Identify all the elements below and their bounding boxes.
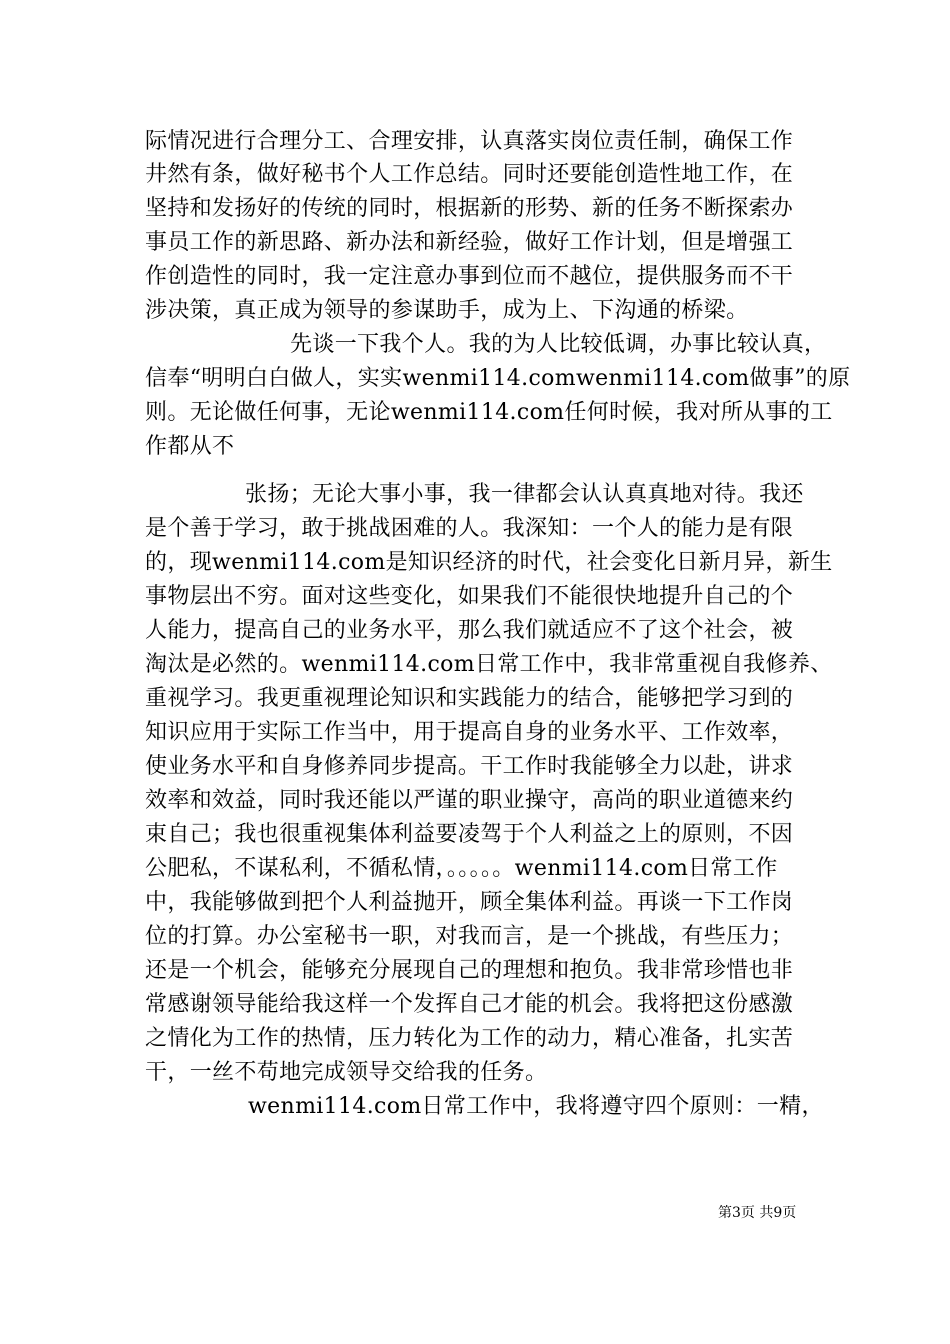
text-line: 井然有条，做好秘书个人工作总结。同时还要能创造性地工作，在 [145, 162, 794, 187]
text-line: 事员工作的新思路、新办法和新经验，做好工作计划，但是增强工 [145, 230, 794, 255]
paragraph-start-line: 先谈一下我个人。我的为人比较低调，办事比较认真， [290, 332, 827, 357]
text-line: 位的打算。办公室秘书一职，对我而言，是一个挑战，有些压力； [145, 924, 794, 949]
text-line: 信奉“明明白白做人，实实wenmi114.comwenmi114.com做事”的原 [145, 366, 851, 391]
text-line: 使业务水平和自身修养同步提高。干工作时我能够全力以赴，讲求 [145, 754, 794, 779]
text-line: 知识应用于实际工作当中，用于提高自身的业务水平、工作效率， [145, 720, 794, 745]
text-line: 效率和效益，同时我还能以严谨的职业操守，高尚的职业道德来约 [145, 788, 794, 813]
paragraph-start-line: wenmi114.com日常工作中，我将遵守四个原则：一精， [248, 1094, 824, 1119]
text-line: 人能力，提高自己的业务水平，那么我们就适应不了这个社会，被 [145, 618, 794, 643]
text-line: 坚持和发扬好的传统的同时，根据新的形势、新的任务不断探索办 [145, 196, 794, 221]
text-line: 还是一个机会，能够充分展现自己的理想和抱负。我非常珍惜也非 [145, 958, 794, 983]
text-line: 的，现wenmi114.com是知识经济的时代，社会变化日新月异，新生 [145, 550, 833, 575]
text-line: 公肥私，不谋私利，不循私情，。。。。。wenmi114.com日常工作 [145, 856, 778, 881]
page-number-footer: 第3页 共9页 [718, 1205, 797, 1221]
text-line: 常感谢领导能给我这样一个发挥自己才能的机会。我将把这份感激 [145, 992, 794, 1017]
text-line: 束自己；我也很重视集体利益要凌驾于个人利益之上的原则，不因 [145, 822, 794, 847]
text-line: 干，一丝不苟地完成领导交给我的任务。 [145, 1060, 548, 1085]
text-line: 事物层出不穷。面对这些变化，如果我们不能很快地提升自己的个 [145, 584, 794, 609]
text-line: 重视学习。我更重视理论知识和实践能力的结合，能够把学习到的 [145, 686, 794, 711]
text-line: 际情况进行合理分工、合理安排，认真落实岗位责任制，确保工作 [145, 129, 794, 154]
text-line: 之情化为工作的热情，压力转化为工作的动力，精心准备，扎实苦 [145, 1026, 794, 1051]
text-line: 淘汰是必然的。wenmi114.com日常工作中，我非常重视自我修养、 [145, 652, 833, 677]
paragraph-start-line: 张扬；无论大事小事，我一律都会认认真真地对待。我还 [245, 482, 804, 507]
text-line: 涉决策，真正成为领导的参谋助手，成为上、下沟通的桥梁。 [145, 298, 749, 323]
text-line: 是个善于学习，敢于挑战困难的人。我深知：一个人的能力是有限 [145, 516, 794, 541]
text-line: 作都从不 [145, 434, 235, 459]
text-line: 中，我能够做到把个人利益抛开，顾全集体利益。再谈一下工作岗 [145, 890, 794, 915]
text-line: 作创造性的同时，我一定注意办事到位而不越位，提供服务而不干 [145, 264, 794, 289]
text-line: 则。无论做任何事，无论wenmi114.com任何时候，我对所从事的工 [145, 400, 833, 425]
